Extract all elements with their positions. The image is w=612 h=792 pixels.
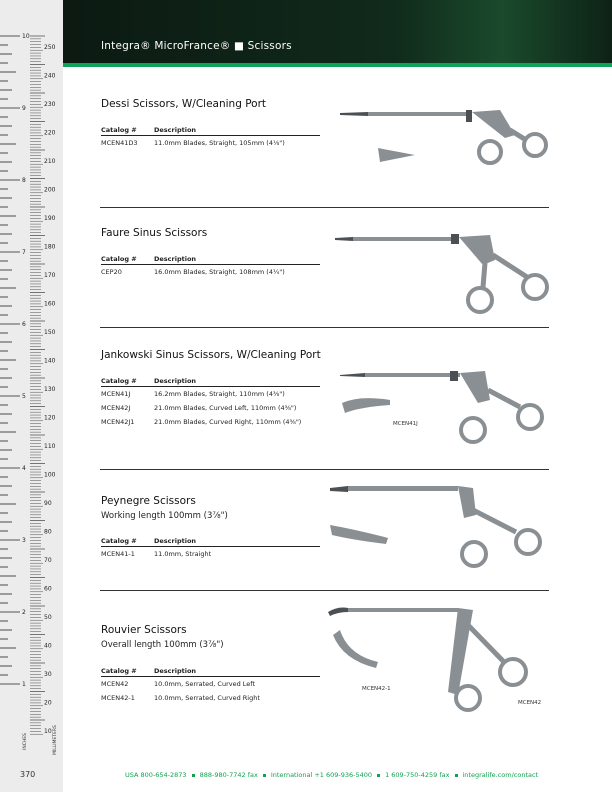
inch-label: 6 xyxy=(22,321,26,328)
section-title: Jankowski Sinus Scissors, W/Cleaning Port xyxy=(101,349,321,361)
mm-label: 220 xyxy=(44,129,56,137)
catalog-number: MCEN42J1 xyxy=(101,418,135,426)
scissors-image xyxy=(335,225,555,329)
footer-fax: 888-980-7742 fax xyxy=(199,771,258,779)
scissors-image xyxy=(340,100,560,184)
mm-label: 120 xyxy=(44,414,56,422)
image-label: MCEN42 xyxy=(518,700,542,706)
table-row xyxy=(101,387,320,401)
mm-label: 150 xyxy=(44,329,56,336)
catalog-table xyxy=(101,377,320,429)
header-banner xyxy=(63,0,612,63)
footer-phone: USA 800-654-2873 xyxy=(125,771,187,779)
divider xyxy=(100,469,549,470)
catalog-table xyxy=(101,537,320,561)
description: 10.0mm, Serrated, Curved Left xyxy=(154,680,256,688)
inch-label: 1 xyxy=(22,681,26,688)
mm-label: 140 xyxy=(44,357,56,365)
mm-label: 110 xyxy=(44,443,56,450)
scissors-image xyxy=(328,480,558,594)
divider xyxy=(100,590,549,591)
col-description: Description xyxy=(154,377,197,385)
col-description: Description xyxy=(154,667,197,675)
mm-label: 50 xyxy=(44,614,52,621)
catalog-table xyxy=(101,126,320,150)
mm-label: 100 xyxy=(44,471,56,479)
footer-contact xyxy=(125,771,538,779)
footer-intl-fax: 1 609-750-4259 fax xyxy=(385,771,450,779)
mm-label: 70 xyxy=(44,557,52,564)
table-row xyxy=(101,136,320,150)
mm-label: 250 xyxy=(44,44,56,51)
divider xyxy=(100,207,549,208)
measurement-ruler xyxy=(0,0,63,792)
description: 21.0mm Blades, Curved Right, 110mm (4⅜") xyxy=(154,418,302,426)
catalog-number: MCEN42 xyxy=(101,680,129,688)
catalog-number: MCEN42J xyxy=(101,404,131,412)
catalog-table xyxy=(101,667,320,705)
mm-label: 10 xyxy=(44,728,52,735)
mm-label: 230 xyxy=(44,101,56,108)
section-title: Rouvier Scissors xyxy=(101,624,187,636)
col-catalog: Catalog # xyxy=(101,667,137,675)
col-catalog: Catalog # xyxy=(101,126,137,134)
col-description: Description xyxy=(154,255,197,263)
inch-label: 8 xyxy=(22,177,26,184)
mm-label: 20 xyxy=(44,699,52,707)
header-accent-stripe xyxy=(63,63,612,67)
footer-website[interactable]: integralife.com/contact xyxy=(462,771,539,779)
inch-label: 9 xyxy=(22,105,26,112)
footer-intl-phone: International +1 609-936-5400 xyxy=(270,771,373,779)
section-title: Peynegre Scissors xyxy=(101,495,196,507)
inch-label: 7 xyxy=(22,249,26,256)
table-row xyxy=(101,691,320,705)
section-subtitle: Overall length 100mm (3⅞") xyxy=(101,640,224,650)
mm-label: 210 xyxy=(44,158,56,165)
col-description: Description xyxy=(154,537,197,545)
col-catalog: Catalog # xyxy=(101,537,137,545)
description: 21.0mm Blades, Curved Left, 110mm (4⅜") xyxy=(154,404,297,412)
scissors-image xyxy=(340,355,560,459)
mm-label: 240 xyxy=(44,72,56,80)
mm-label: 80 xyxy=(44,528,52,536)
mm-label: 180 xyxy=(44,243,56,251)
table-row xyxy=(101,415,320,429)
mm-label: 200 xyxy=(44,186,56,194)
image-label: MCEN41J xyxy=(393,421,418,427)
col-description: Description xyxy=(154,126,197,134)
description: 16.2mm Blades, Straight, 110mm (4⅜") xyxy=(154,390,285,398)
catalog-number: MCEN41-1 xyxy=(101,550,135,558)
inch-label: 3 xyxy=(22,537,26,544)
image-label: MCEN42-1 xyxy=(362,686,391,692)
description: 11.0mm, Straight xyxy=(154,550,212,558)
catalog-number: CEP20 xyxy=(101,268,122,276)
page-number: 370 xyxy=(20,770,36,779)
inch-label: 5 xyxy=(22,393,26,400)
section-title: Faure Sinus Scissors xyxy=(101,227,208,239)
mm-label: 40 xyxy=(44,642,52,650)
inch-label: 2 xyxy=(22,609,26,616)
description: 11.0mm Blades, Straight, 105mm (4⅛") xyxy=(154,139,285,147)
table-row xyxy=(101,401,320,415)
mm-label: 190 xyxy=(44,215,56,222)
mm-label: 170 xyxy=(44,272,56,279)
table-row xyxy=(101,265,320,279)
col-catalog: Catalog # xyxy=(101,255,137,263)
inch-label: 4 xyxy=(22,465,26,472)
catalog-number: MCEN41J xyxy=(101,390,131,398)
mm-label: 30 xyxy=(44,671,52,678)
mm-label: 90 xyxy=(44,500,52,507)
table-row xyxy=(101,547,320,561)
section-title: Dessi Scissors, W/Cleaning Port xyxy=(101,98,267,110)
table-row xyxy=(101,677,320,691)
millimeters-label: MILLIMETERS xyxy=(53,725,58,755)
catalog-table xyxy=(101,255,320,279)
mm-label: 160 xyxy=(44,300,56,308)
ruler-ticks xyxy=(0,0,63,760)
description: 10.0mm, Serrated, Curved Right xyxy=(154,694,260,702)
mm-label: 60 xyxy=(44,585,52,593)
divider xyxy=(100,327,549,328)
mm-label: 130 xyxy=(44,386,56,393)
section-subtitle: Working length 100mm (3⅞") xyxy=(101,511,228,521)
header-title: Integra® MicroFrance® ■ Scissors xyxy=(101,40,292,52)
description: 16.0mm Blades, Straight, 108mm (4¼") xyxy=(154,268,285,276)
catalog-number: MCEN41D3 xyxy=(101,139,138,147)
col-catalog: Catalog # xyxy=(101,377,137,385)
catalog-number: MCEN42-1 xyxy=(101,694,135,702)
inch-label: 10 xyxy=(22,33,30,40)
inches-label: INCHES xyxy=(23,733,28,750)
